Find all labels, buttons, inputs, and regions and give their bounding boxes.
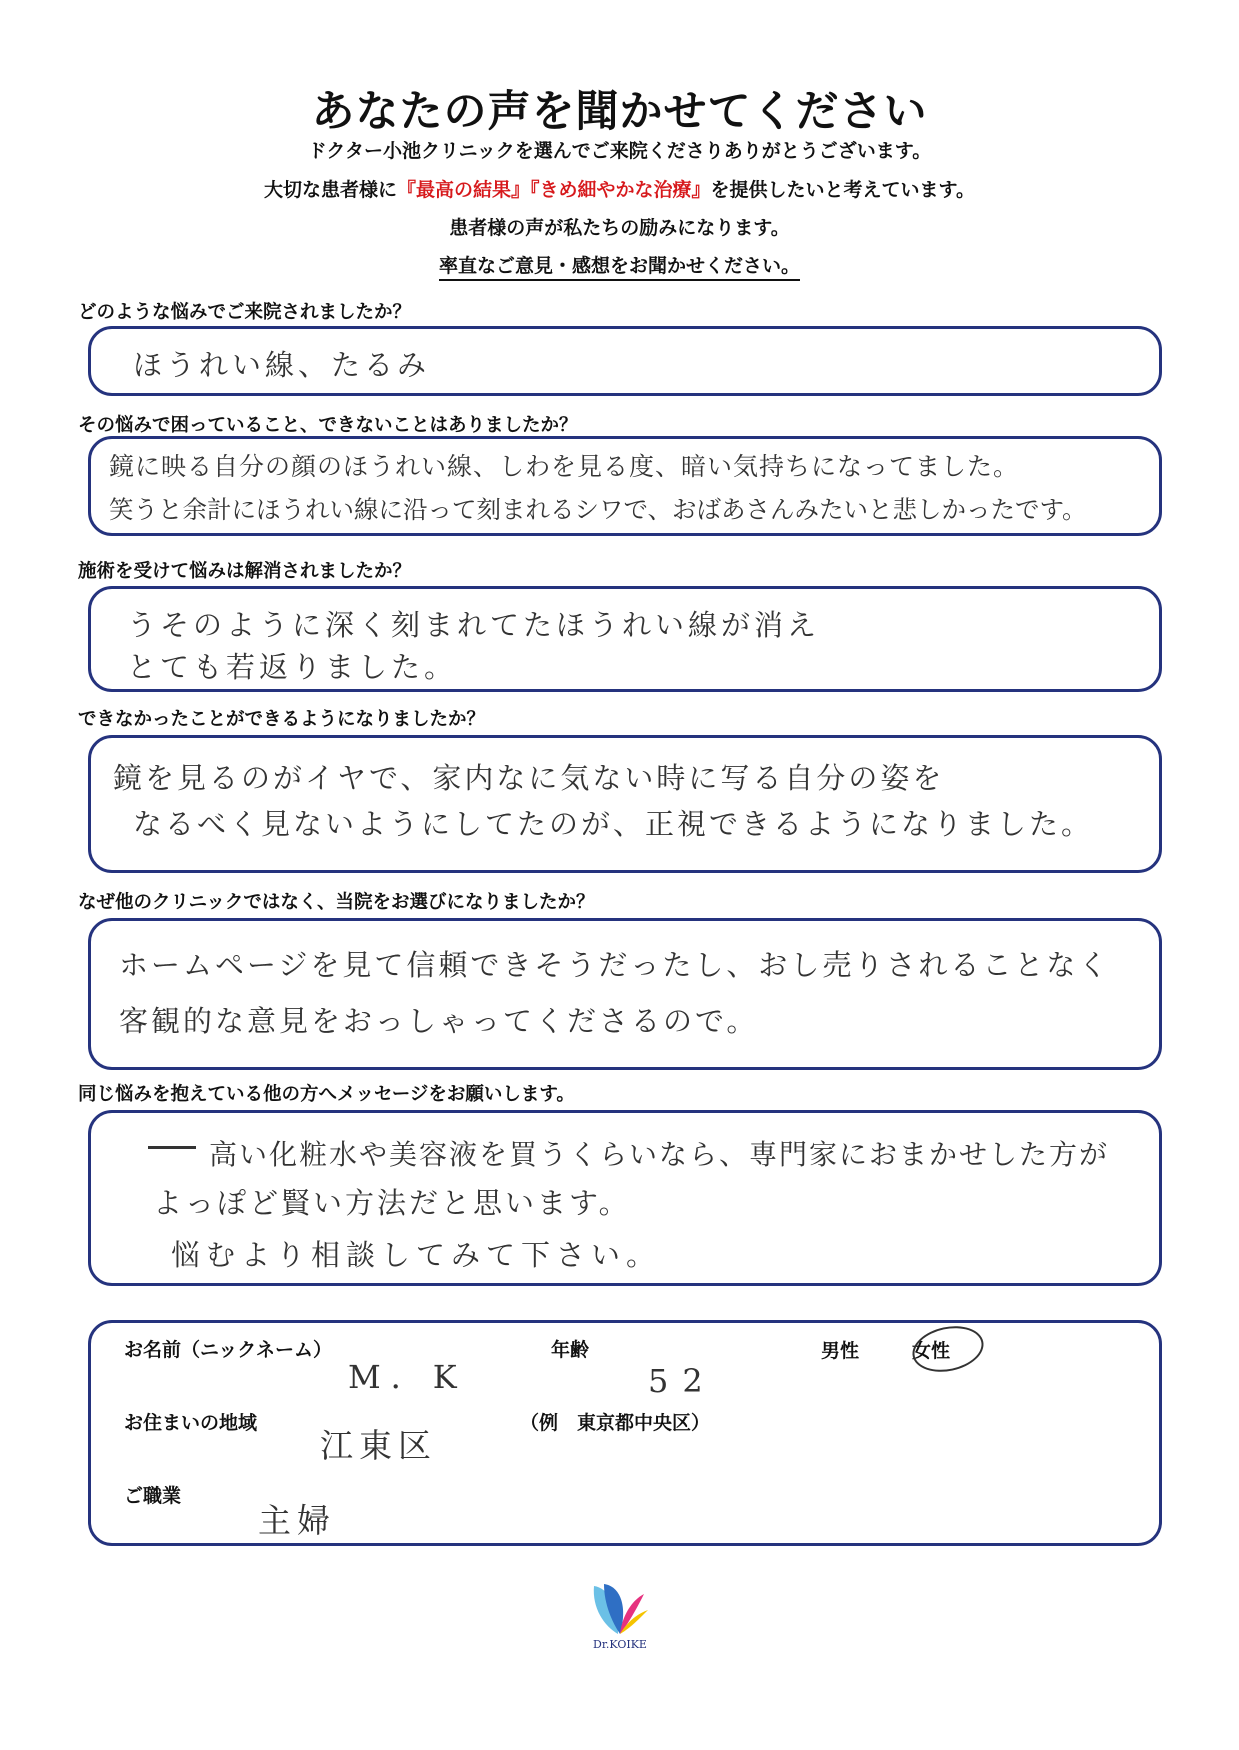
answer-box-1 xyxy=(88,326,1162,396)
logo-text: Dr.KOIKE xyxy=(593,1638,647,1651)
age-value: 52 xyxy=(648,1362,717,1400)
answer-box-4 xyxy=(88,735,1162,873)
answer-box-2 xyxy=(88,436,1162,536)
name-label: お名前（ニックネーム） xyxy=(124,1339,333,1361)
intro-line-4-text: 率直なご意見・感想をお聞かせください。 xyxy=(439,255,800,281)
question-4-label: できなかったことができるようになりましたか？ xyxy=(78,709,486,730)
area-value: 江東区 xyxy=(320,1426,437,1465)
answer-6-line-2: よっぽど賢い方法だと思います。 xyxy=(153,1186,631,1220)
question-5-label: なぜ他のクリニックではなく、当院をお選びになりましたか？ xyxy=(78,892,595,913)
answer-3-line-2: とても若返りました。 xyxy=(127,650,458,684)
area-example: （例 東京都中央区） xyxy=(520,1412,711,1434)
question-6-label: 同じ悩みを抱えている他の方へメッセージをお願いします。 xyxy=(78,1084,575,1105)
strikethrough-mark xyxy=(148,1146,196,1149)
female-label: 女性 xyxy=(912,1340,951,1362)
question-2-label: その悩みで困っていること、できないことはありましたか？ xyxy=(78,415,578,436)
answer-5-line-2: 客観的な意見をおっしゃってくださるので。 xyxy=(119,1004,759,1038)
answer-box-3 xyxy=(88,586,1162,692)
answer-5-line-1: ホームページを見て信頼できそうだったし、おし売りされることなく xyxy=(119,948,1111,982)
area-label: お住まいの地域 xyxy=(124,1412,258,1434)
answer-6-line-3: 悩むより相談してみて下さい。 xyxy=(171,1238,662,1272)
job-label: ご職業 xyxy=(124,1485,182,1507)
answer-box-6 xyxy=(88,1110,1162,1286)
answer-2-line-2: 笑うと余計にほうれい線に沿って刻まれるシワで、おばあさんみたいと悲しかったです。 xyxy=(109,495,1087,524)
intro-line-1: ドクター小池クリニックを選んでご来院くださりありがとうございます。 xyxy=(307,140,932,162)
question-3-label: 施術を受けて悩みは解消されましたか？ xyxy=(78,561,412,582)
intro-line-4 xyxy=(0,251,1239,278)
answer-6-line-1: 高い化粧水や美容液を買うくらいなら、専門家におまかせした方が xyxy=(209,1138,1110,1171)
intro-highlight: 『最高の結果』『きめ細やかな治療』 xyxy=(397,179,711,201)
intro-line-2-a: 大切な患者様に xyxy=(263,179,397,201)
question-1-label: どのような悩みでご来院されましたか？ xyxy=(78,302,412,323)
intro-line-2-b: を提供したいと考えています。 xyxy=(710,179,975,201)
age-label: 年齢 xyxy=(551,1339,590,1361)
page-title: あなたの声を聞かせてください xyxy=(311,87,928,137)
answer-4-line-1: 鏡を見るのがイヤで、家内なに気ない時に写る自分の姿を xyxy=(113,761,945,795)
answer-1-line-1: ほうれい線、たるみ xyxy=(133,348,431,382)
dr-koike-logo-icon xyxy=(586,1580,652,1638)
male-label: 男性 xyxy=(821,1340,860,1362)
intro-line-2 xyxy=(0,175,1239,202)
job-value: 主婦 xyxy=(258,1501,336,1540)
answer-3-line-1: うそのように深く刻まれてたほうれい線が消え xyxy=(127,608,821,642)
name-value: M．K xyxy=(348,1358,467,1396)
answer-4-line-2: なるべく見ないようにしてたのが、正視できるようになりました。 xyxy=(133,807,1094,841)
answer-2-line-1: 鏡に映る自分の顔のほうれい線、しわを見る度、暗い気持ちになってました。 xyxy=(109,452,1020,481)
answer-box-5 xyxy=(88,918,1162,1070)
intro-line-3: 患者様の声が私たちの励みになります。 xyxy=(449,217,790,239)
